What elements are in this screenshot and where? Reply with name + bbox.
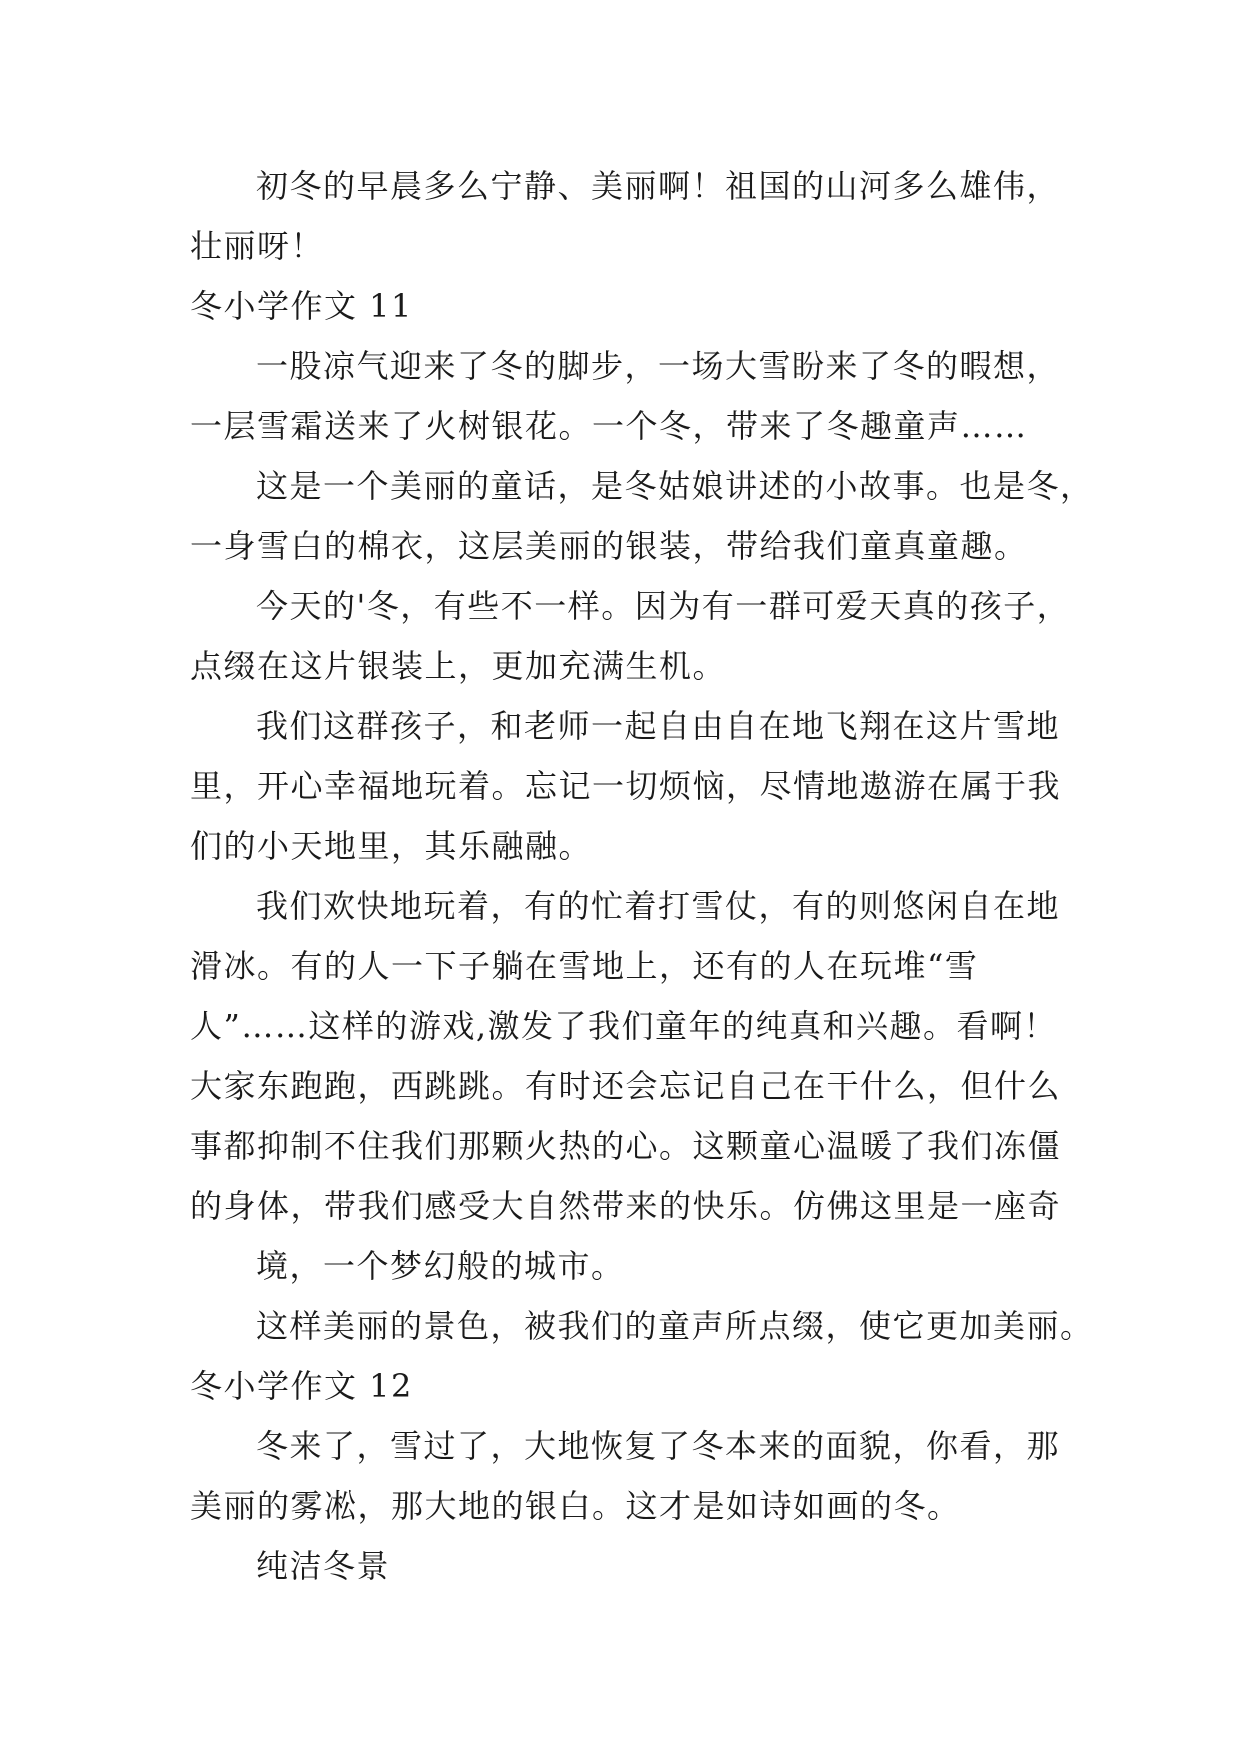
paragraph-line: 美丽的雾凇，那大地的银白。这才是如诗如画的冬。 xyxy=(190,1487,961,1525)
paragraph-line: 人”……这样的游戏,激发了我们童年的纯真和兴趣。看啊！ xyxy=(190,1007,1058,1045)
paragraph-line: 纯洁冬景 xyxy=(256,1547,391,1585)
paragraph-line: 一身雪白的棉衣，这层美丽的银装，带给我们童真童趣。 xyxy=(190,527,1028,565)
section-heading: 冬小学作文 11 xyxy=(190,287,413,325)
paragraph-line: 这是一个美丽的童话，是冬姑娘讲述的小故事。也是冬， xyxy=(256,467,1094,505)
paragraph-line: 滑冰。有的人一下子躺在雪地上，还有的人在玩堆“雪 xyxy=(190,947,979,985)
paragraph-line: 们的小天地里，其乐融融。 xyxy=(190,827,593,865)
paragraph-line: 一股凉气迎来了冬的脚步，一场大雪盼来了冬的暇想， xyxy=(256,347,1061,385)
paragraph-line: 事都抑制不住我们那颗火热的心。这颗童心温暖了我们冻僵 xyxy=(190,1127,1062,1165)
section-heading: 冬小学作文 12 xyxy=(190,1367,413,1405)
paragraph-line: 境，一个梦幻般的城市。 xyxy=(256,1247,625,1285)
paragraph-line: 点缀在这片银装上，更加充满生机。 xyxy=(190,647,727,685)
paragraph-line: 初冬的早晨多么宁静、美丽啊！祖国的山河多么雄伟， xyxy=(256,167,1061,205)
paragraph-line: 我们这群孩子，和老师一起自由自在地飞翔在这片雪地 xyxy=(256,707,1061,745)
paragraph-line: 冬来了，雪过了，大地恢复了冬本来的面貌，你看，那 xyxy=(256,1427,1061,1465)
paragraph-line: 壮丽呀！ xyxy=(190,227,325,265)
paragraph-line: 我们欢快地玩着，有的忙着打雪仗，有的则悠闲自在地 xyxy=(256,887,1061,925)
paragraph-line: 一层雪霜送来了火树银花。一个冬，带来了冬趣童声…… xyxy=(190,407,1028,445)
paragraph-line: 里，开心幸福地玩着。忘记一切烦恼，尽情地遨游在属于我 xyxy=(190,767,1062,805)
paragraph-line: 今天的'冬，有些不一样。因为有一群可爱天真的孩子， xyxy=(256,587,1071,625)
paragraph-line: 这样美丽的景色，被我们的童声所点缀，使它更加美丽。 xyxy=(256,1307,1094,1345)
paragraph-line: 大家东跑跑，西跳跳。有时还会忘记自己在干什么，但什么 xyxy=(190,1067,1062,1105)
paragraph-line: 的身体，带我们感受大自然带来的快乐。仿佛这里是一座奇 xyxy=(190,1187,1062,1225)
